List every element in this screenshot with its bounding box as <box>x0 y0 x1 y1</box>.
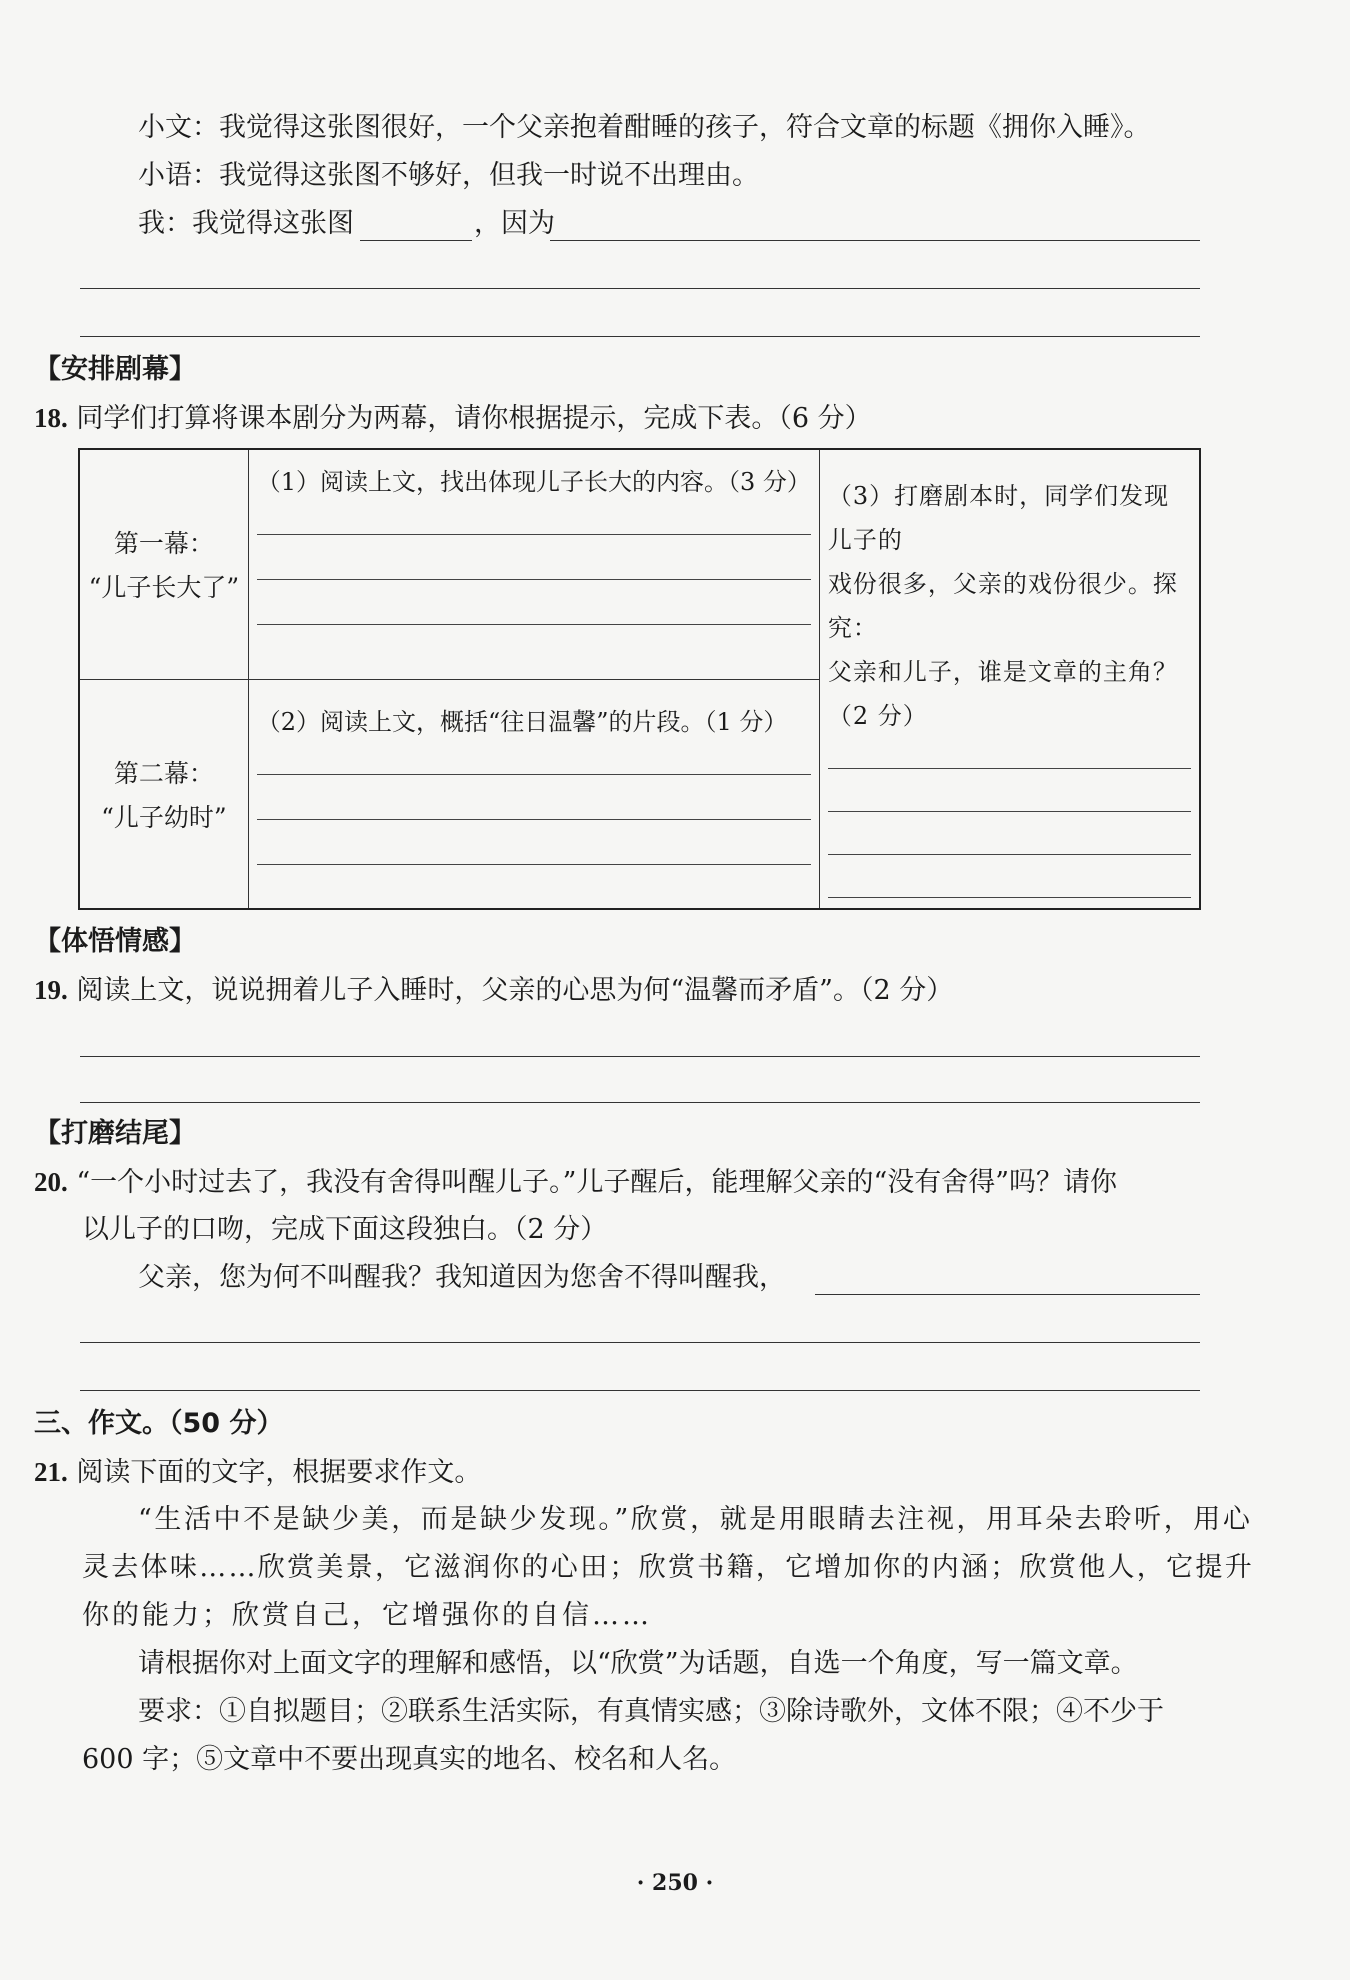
question-21 <box>34 1452 481 1493</box>
act2-title: “儿子幼时” <box>101 802 227 832</box>
task3-line: （2 分） <box>827 702 928 730</box>
quote-line: “生活中不是缺少美，而是缺少发现。”欣赏，就是用眼睛去注视，用耳朵去聆听，用心 <box>138 1504 1253 1535</box>
instruction-text: 请根据你对上面文字的理解和感悟，以“欣赏”为话题，自选一个角度，写一篇文章。 <box>138 1648 1138 1679</box>
question-20-text2: 以儿子的口吻，完成下面这段独白。（2 分） <box>82 1214 608 1245</box>
question-19 <box>34 970 953 1011</box>
answer-line[interactable] <box>257 500 811 535</box>
question-text: 同学们打算将课本剧分为两幕，请你根据提示，完成下表。（6 分） <box>76 403 872 434</box>
task2-prompt: （2）阅读上文，概括“往日温馨”的片段。（1 分） <box>256 707 788 736</box>
quote-line: 灵去体味……欣赏美景，它滋润你的心田；欣赏书籍，它增加你的内涵；欣赏他人，它提升 <box>82 1552 1254 1583</box>
question-number: 20. <box>34 1167 68 1197</box>
page-number: · 250 · <box>636 1870 714 1896</box>
act-table <box>78 448 1201 910</box>
dialogue-xiaoyu: 小语：我觉得这张图不够好，但我一时说不出理由。 <box>138 160 759 191</box>
monologue-text: 父亲，您为何不叫醒我？我知道因为您舍不得叫醒我， <box>138 1262 786 1293</box>
task1-cell <box>248 449 819 679</box>
answer-line[interactable] <box>80 1056 1200 1057</box>
section-title-ending: 【打磨结尾】 <box>34 1118 196 1149</box>
act2-label: 第二幕： <box>113 758 214 788</box>
answer-line[interactable] <box>80 1390 1200 1391</box>
task3-line: 戏份很多，父亲的戏份很少。探究： <box>827 570 1178 642</box>
question-18 <box>34 398 872 439</box>
answer-line[interactable] <box>815 1294 1200 1295</box>
answer-line[interactable] <box>257 535 811 580</box>
question-20 <box>34 1162 1117 1203</box>
task3-line: （3）打磨剧本时，同学们发现儿子的 <box>827 482 1170 554</box>
answer-line[interactable] <box>257 775 811 820</box>
answer-line[interactable] <box>550 240 1200 241</box>
answer-line[interactable] <box>257 580 811 625</box>
answer-line[interactable] <box>80 336 1200 337</box>
answer-line[interactable] <box>80 288 1200 289</box>
answer-line[interactable] <box>828 855 1191 898</box>
task3-line: 父亲和儿子，谁是文章的主角？ <box>827 658 1178 686</box>
answer-line[interactable] <box>828 812 1191 855</box>
question-number: 21. <box>34 1457 68 1487</box>
section-title-arrange: 【安排剧幕】 <box>34 354 196 385</box>
question-number: 19. <box>34 975 68 1005</box>
answer-line[interactable] <box>828 738 1191 769</box>
part3-title: 三、作文。（50 分） <box>34 1408 284 1439</box>
act1-cell <box>79 449 248 679</box>
task1-prompt: （1）阅读上文，找出体现儿子长大的内容。（3 分） <box>256 468 811 496</box>
act2-cell <box>79 679 248 909</box>
answer-line[interactable] <box>80 1102 1200 1103</box>
answer-line[interactable] <box>257 820 811 865</box>
act1-label: 第一幕： <box>113 529 214 558</box>
requirement-line: 要求：①自拟题目；②联系生活实际，有真情实感；③除诗歌外，文体不限；④不少于 <box>138 1696 1164 1727</box>
answer-line[interactable] <box>257 740 811 775</box>
requirement-line: 600 字；⑤文章中不要出现真实的地名、校名和人名。 <box>82 1744 737 1775</box>
task2-cell <box>248 679 819 909</box>
quote-line: 你的能力；欣赏自己，它增强你的自信…… <box>82 1600 652 1631</box>
task3-cell <box>819 449 1200 909</box>
dialogue-me-prefix: 我：我觉得这张图 <box>138 208 354 239</box>
question-number: 18. <box>34 403 68 433</box>
section-title-feel: 【体悟情感】 <box>34 926 196 957</box>
answer-line[interactable] <box>828 769 1191 812</box>
question-text: 阅读下面的文字，根据要求作文。 <box>76 1457 482 1488</box>
question-text: “一个小时过去了，我没有舍得叫醒儿子。”儿子醒后，能理解父亲的“没有舍得”吗？请你 <box>76 1167 1118 1198</box>
answer-line[interactable] <box>80 1342 1200 1343</box>
act1-title: “儿子长大了” <box>88 573 240 602</box>
dialogue-xiaowen: 小文：我觉得这张图很好，一个父亲抱着酣睡的孩子，符合文章的标题《拥你入睡》。 <box>138 112 1151 143</box>
answer-blank-short[interactable] <box>360 240 472 241</box>
question-text: 阅读上文，说说拥着儿子入睡时，父亲的心思为何“温馨而矛盾”。（2 分） <box>76 975 954 1006</box>
dialogue-me-mid: ，因为 <box>474 208 555 239</box>
